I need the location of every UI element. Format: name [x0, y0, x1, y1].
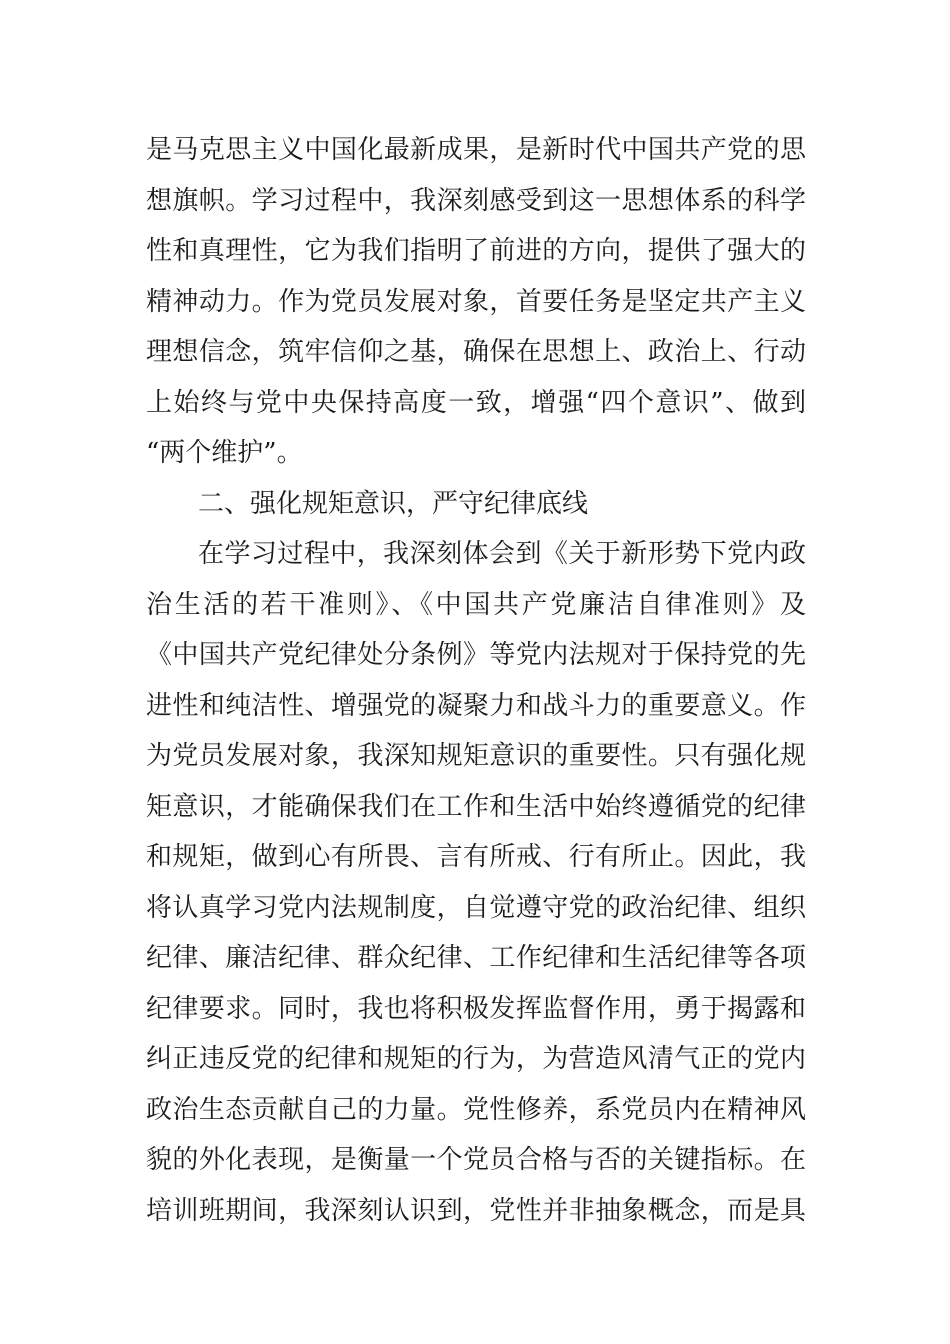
- text-line: 政治生态贡献自己的力量。党性修养，系党员内在精神风: [146, 1095, 806, 1125]
- text-line: 性和真理性，它为我们指明了前进的方向，提供了强大的: [146, 236, 806, 266]
- text-line: 上始终与党中央保持高度一致，增强“四个意识”、做到: [146, 388, 806, 418]
- text-line: 想旗帜。学习过程中，我深刻感受到这一思想体系的科学: [146, 186, 806, 216]
- text-line: 精神动力。作为党员发展对象，首要任务是坚定共产主义: [146, 287, 806, 317]
- text-line: 貌的外化表现，是衡量一个党员合格与否的关键指标。在: [146, 1145, 806, 1175]
- paragraph-first-line: 在学习过程中，我深刻体会到《关于新形势下党内政: [198, 539, 806, 569]
- text-line: 《中国共产党纪律处分条例》等党内法规对于保持党的先: [146, 640, 806, 670]
- text-line: 治生活的若干准则》、《中国共产党廉洁自律准则》及: [146, 590, 806, 620]
- text-line: 纠正违反党的纪律和规矩的行为，为营造风清气正的党内: [146, 1044, 806, 1074]
- text-line: 理想信念，筑牢信仰之基，确保在思想上、政治上、行动: [146, 337, 806, 367]
- text-line: 进性和纯洁性、增强党的凝聚力和战斗力的重要意义。作: [146, 691, 806, 721]
- text-line: 将认真学习党内法规制度，自觉遵守党的政治纪律、组织: [146, 893, 806, 923]
- text-line: 和规矩，做到心有所畏、言有所戒、行有所止。因此，我: [146, 842, 806, 872]
- text-line: 为党员发展对象，我深知规矩意识的重要性。只有强化规: [146, 741, 806, 771]
- text-line: 纪律、廉洁纪律、群众纪律、工作纪律和生活纪律等各项: [146, 943, 806, 973]
- text-line: 矩意识，才能确保我们在工作和生活中始终遵循党的纪律: [146, 792, 806, 822]
- section-heading: 二、强化规矩意识，严守纪律底线: [198, 489, 589, 519]
- text-line: 纪律要求。同时，我也将积极发挥监督作用，勇于揭露和: [146, 994, 806, 1024]
- text-line: “两个维护”。: [146, 438, 303, 468]
- text-line: 是马克思主义中国化最新成果，是新时代中国共产党的思: [146, 135, 806, 165]
- text-line: 培训班期间，我深刻认识到，党性并非抽象概念，而是具: [146, 1196, 806, 1226]
